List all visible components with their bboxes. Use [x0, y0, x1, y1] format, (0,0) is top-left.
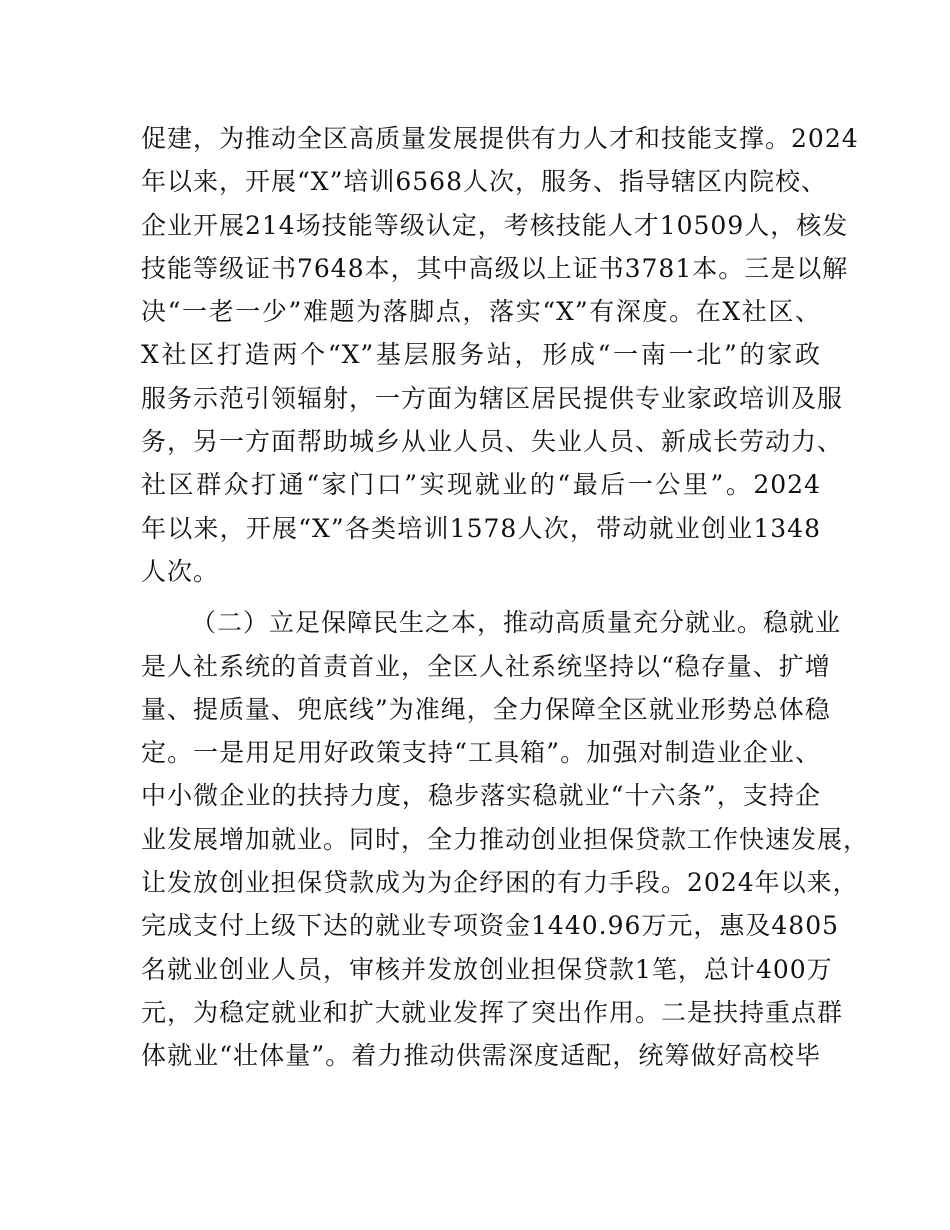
text-line: 元，为稳定就业和扩大就业发挥了突出作用。二是扶持重点群	[141, 997, 844, 1027]
text-line: 定。一是用足用好政策支持“工具箱”。加强对制造业企业、	[141, 738, 821, 768]
paragraph-2	[141, 601, 870, 1077]
text-line: 人次。	[141, 556, 220, 586]
text-line: 社区群众打通“家门口”实现就业的“最后一公里”。2024	[141, 470, 821, 500]
text-line: 业发展增加就业。同时，全力推动创业担保贷款工作快速发展，	[141, 824, 870, 854]
text-line: 年以来，开展“X”培训6568人次，服务、指导辖区内院校、	[141, 167, 827, 197]
text-line: 名就业创业人员，审核并发放创业担保贷款1笔，总计400万	[141, 954, 833, 984]
text-line: 让发放创业担保贷款成为为企纾困的有力手段。2024年以来，	[141, 868, 859, 898]
text-line: 技能等级证书7648本，其中高级以上证书3781本。三是以解	[141, 253, 849, 283]
text-line: 量、提质量、兜底线”为准绳，全力保障全区就业形势总体稳	[141, 694, 831, 724]
text-line: 务，另一方面帮助城乡从业人员、失业人员、新成长劳动力、	[141, 427, 844, 457]
paragraph-1	[141, 117, 859, 593]
paragraph-gap	[141, 593, 821, 601]
text-line: 完成支付上级下达的就业专项资金1440.96万元，惠及4805	[141, 911, 840, 941]
text-line: X社区打造两个“X”基层服务站，形成“一南一北”的家政	[141, 340, 821, 370]
text-line: 中小微企业的扶持力度，稳步落实稳就业“十六条”，支持企	[141, 781, 821, 811]
text-line: 年以来，开展“X”各类培训1578人次，带动就业创业1348	[141, 513, 821, 543]
text-line: 企业开展214场技能等级认定，考核技能人才10509人，核发	[141, 210, 849, 240]
text-line: 服务示范引领辐射，一方面为辖区居民提供专业家政培训及服	[141, 383, 844, 413]
document-body	[141, 117, 870, 1078]
text-line: 决“一老一少”难题为落脚点，落实“X”有深度。在X社区、	[141, 297, 821, 327]
text-line: 体就业“壮体量”。着力推动供需深度适配，统筹做好高校毕	[141, 1041, 821, 1071]
text-line: （二）立足保障民生之本，推动高质量充分就业。稳就业	[191, 608, 842, 638]
text-line: 促建，为推动全区高质量发展提供有力人才和技能支撑。2024	[141, 124, 859, 153]
text-line: 是人社系统的首责首业，全区人社系统坚持以“稳存量、扩增	[141, 651, 831, 681]
